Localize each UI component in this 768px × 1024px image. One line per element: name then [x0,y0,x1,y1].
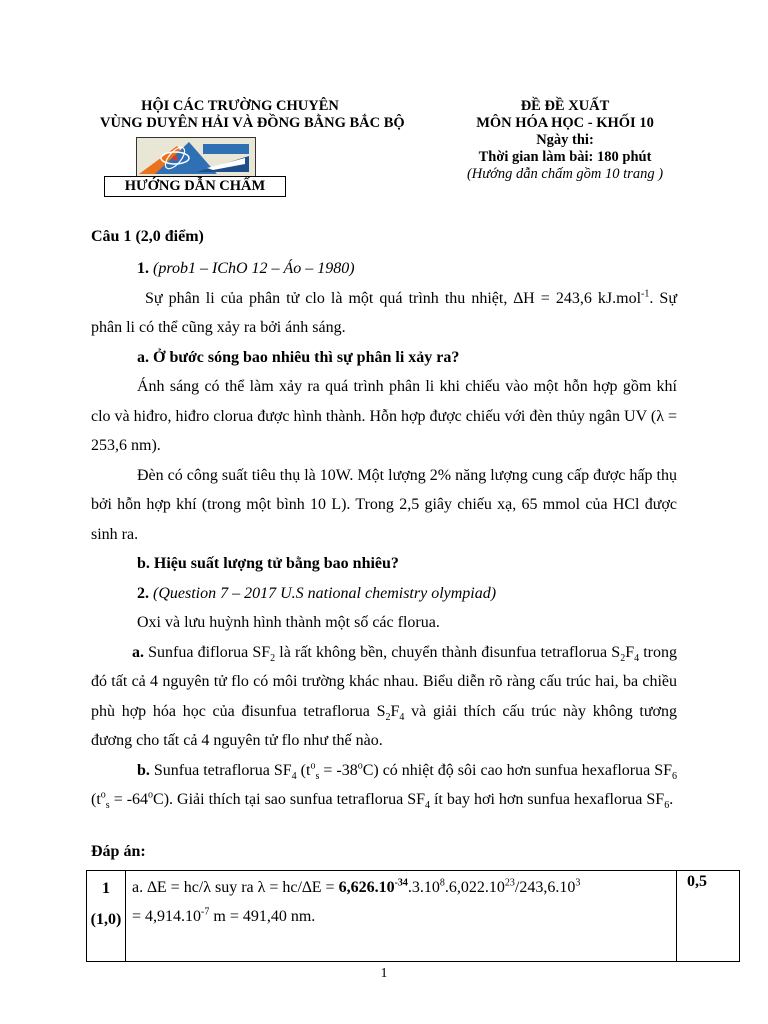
solution-line-2: = $4,914.10^{-7}$ m = 491,40 nm. [132,906,316,925]
solution-cell [126,871,677,962]
row-number-cell [87,871,126,962]
exam-date-label: Ngày thi: [536,132,594,148]
part-1-question-b: b. Hiệu suất lượng tử bằng bao nhiêu? [137,555,399,572]
row-number: 1 [102,880,110,897]
school-logo [136,137,256,177]
part-2-question-a: a. Sunfua điflorua $SF_2$ là rất không bền, chuyển thành đisunfua tetraflorua $S_2F_4$ trong đó tất cả 4 nguyên tử flo có môi trường khác nhau. Biểu diễn rõ ràng cấu trúc hai, ba chiều phù hợp hóa học của đisunfua tetraflorua $S_2F_4$ và giải thích cấu trúc này không tương đương cho tất cả 4 nguyên tử flo như thế nào. [91,643,677,749]
exam-time-label: Thời gian làm bài: 180 phút [478,149,652,165]
part-1-intro: Sự phân li của phân tử clo là một quá trình thu nhiệt, ∆H = 243,6 kJ.mol$^{-1}$. Sự phân li có thể cũng xảy ra bởi ánh sáng. [91,288,677,336]
exam-type: ĐỀ ĐỀ XUẤT [520,98,610,114]
part-2-intro: Oxi và lưu huỳnh hình thành một số các florua. [137,614,440,631]
answer-label: Đáp án: [91,843,146,860]
grading-guide-box: HƯỚNG DẪN CHẤM [104,176,286,197]
part-1-question-a: a. Ở bước sóng bao nhiêu thì sự phân li xảy ra? [137,348,460,366]
table-row [87,871,740,962]
answer-table [86,870,740,962]
org-line-2: VÙNG DUYÊN HẢI VÀ ĐỒNG BẰNG BẮC BỘ [100,115,405,131]
part-1-heading: 1. (prob1 – IChO 12 – Áo – 1980) [137,260,355,277]
pages-note: (Hướng dẫn chấm gồm 10 trang ) [466,166,664,182]
part-2-heading: 2. (Question 7 – 2017 U.S national chemistry olympiad) [137,584,497,602]
organizer-header [100,98,405,132]
row-points: (1,0) [90,911,122,928]
part-2-question-b: b. Sunfua tetraflorua $SF_4$ $(t^o_s = -38^oC)$ có nhiệt độ sôi cao hơn sunfua hexaflorua $SF_6$ $(t^o_s = -64^oC)$. Giải thích tại sao sunfua tetraflorua $SF_4$ ít bay hơi hơn sunfua hexaflorua $SF_6$. [91,760,677,812]
score-cell: 0,5 [677,871,740,962]
question-title: Câu 1 (2,0 điểm) [91,228,204,245]
exam-header [420,98,710,183]
part-1-light-text: Ánh sáng có thể làm xảy ra quá trình phân li khi chiếu vào một hỗn hợp gồm khí clo và hiđro, hiđro clorua được hình thành. Hỗn hợp được chiếu với đèn thủy ngân UV (λ = 253,6 nm). [91,378,677,454]
exam-subject: MÔN HÓA HỌC - KHỐI 10 [476,115,654,131]
org-line-1: HỘI CÁC TRƯỜNG CHUYÊN [141,98,339,114]
page-number: 1 [380,966,388,981]
question-body [91,254,677,815]
solution-line-1: a. ∆E = hc/λ suy ra $\lambda = hc/\Delta E = 6,626.10^{-34}.3.10^8.6,022.10^{23}/243,6.10^3$ [132,877,581,896]
part-1-lamp-text: Đèn có công suất tiêu thụ là 10W. Một lượng 2% năng lượng cung cấp được hấp thụ bởi hỗn hợp khí (trong một bình 10 L). Trong 2,5 giây chiếu xạ, 65 mmol của HCl được sinh ra. [91,466,677,543]
